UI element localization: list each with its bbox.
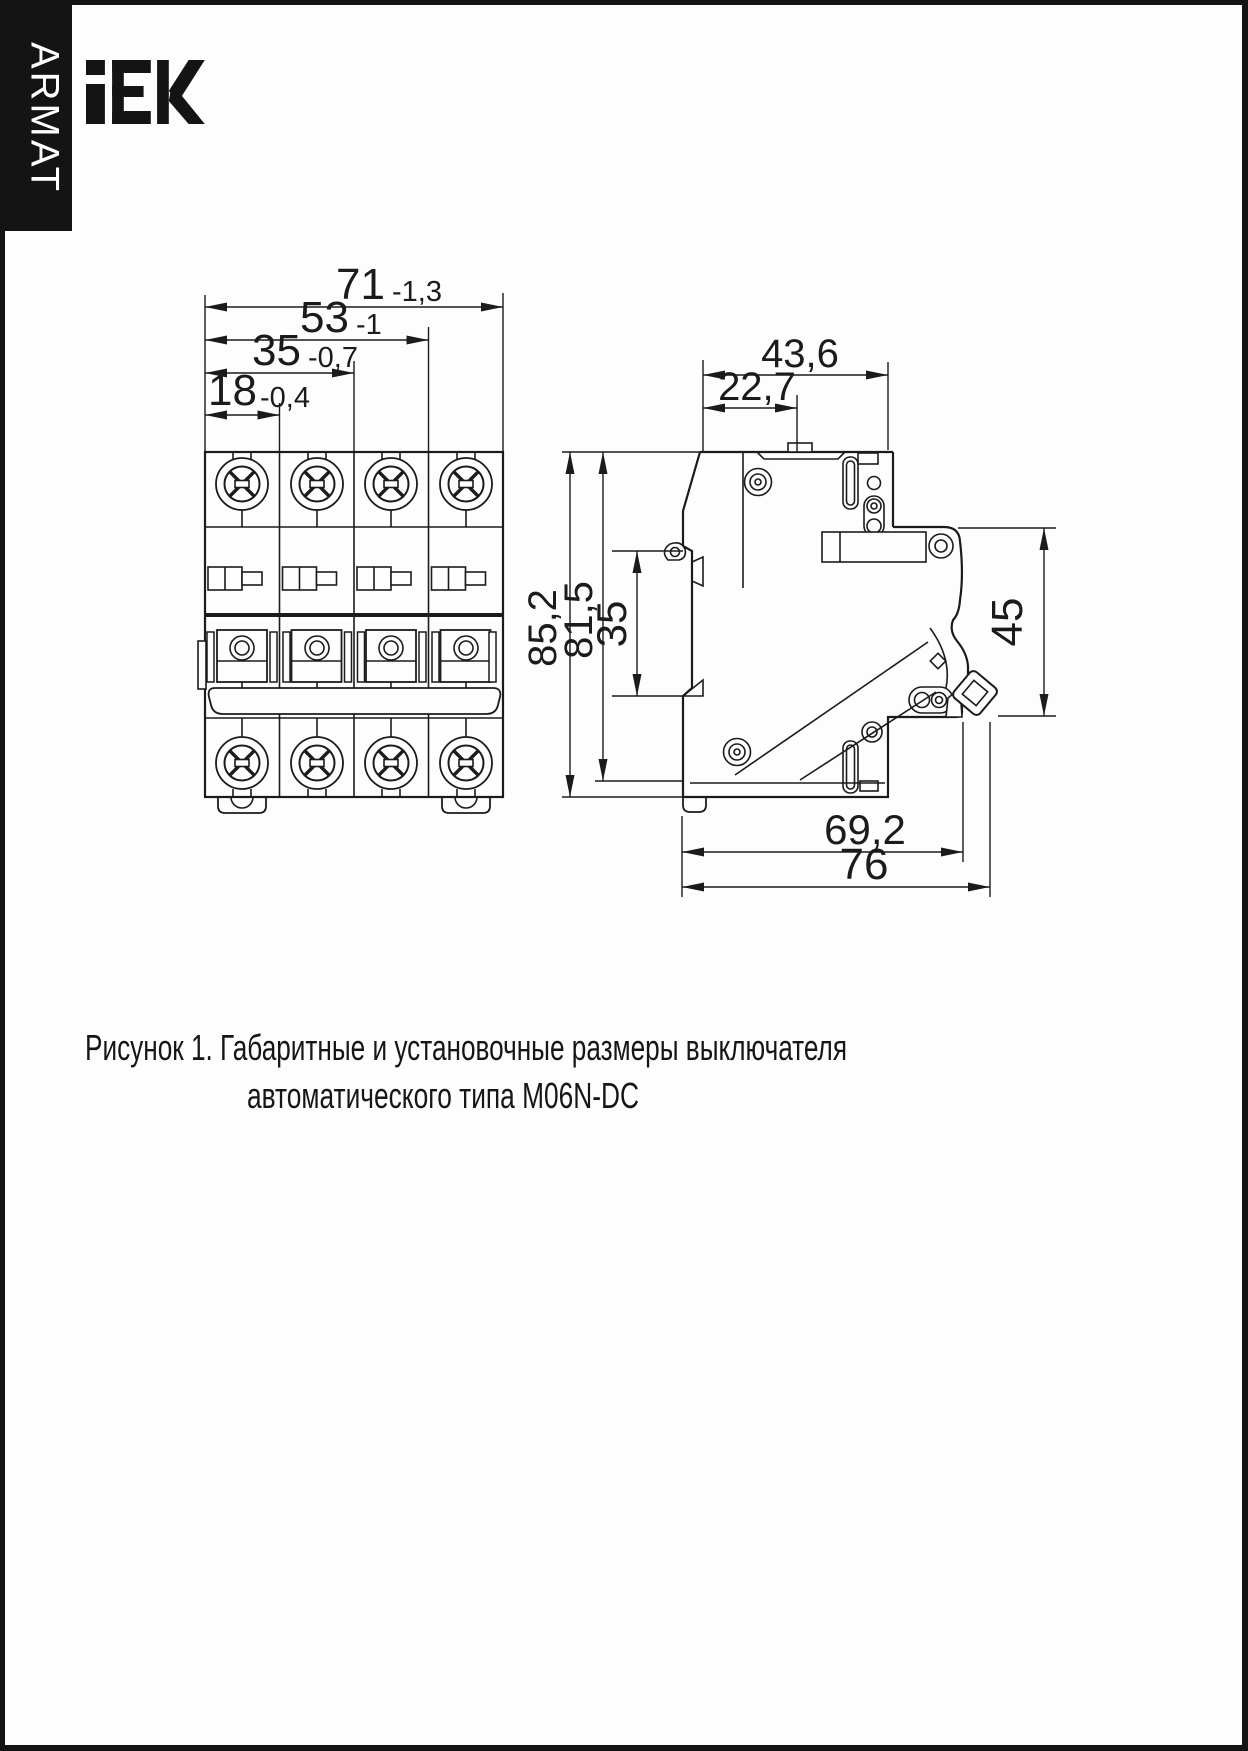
figure-caption: [85, 1027, 847, 1116]
dim-tolerance-71: -1,3: [392, 276, 442, 308]
brand-sidebar-label: ARMAT: [22, 41, 67, 195]
front-terminal-windows: [207, 630, 496, 682]
dim-label-din-35: 35: [588, 600, 635, 648]
side-clamp-screw: [946, 669, 999, 717]
dim-tolerance-53: -1: [356, 309, 382, 341]
dim-tolerance-35: -0,7: [308, 342, 358, 374]
dim-label-45: 45: [983, 597, 1032, 647]
dim-tolerance-18: -0,4: [260, 382, 310, 414]
figure-caption-line1: Рисунок 1. Габаритные и установочные размеры выключателя: [85, 1027, 847, 1068]
dim-label-35: 35: [252, 326, 301, 375]
dim-label-53: 53: [300, 293, 349, 342]
brand-sidebar: [5, 5, 72, 231]
iek-logo: [86, 60, 205, 124]
dim-label-18: 18: [208, 366, 257, 415]
dim-label-81-5: 81,5: [557, 581, 601, 659]
front-view-dimensions: [205, 260, 503, 452]
dim-label-69-2: 69,2: [824, 806, 906, 853]
dim-label-85-2: 85,2: [521, 589, 565, 667]
dim-label-76: 76: [839, 840, 889, 889]
front-mounting-tabs: [218, 797, 490, 813]
front-view-drawing: [198, 260, 503, 813]
dim-label-71: 71: [336, 260, 385, 309]
dim-label-22-7: 22,7: [718, 365, 796, 409]
front-mid-tabs: [208, 567, 486, 590]
dim-label-43-6: 43,6: [761, 332, 839, 376]
side-view-drawing: [521, 332, 1056, 897]
figure-caption-line2: автоматического типа M06N-DC: [247, 1075, 639, 1116]
side-view-dimensions: [521, 332, 1056, 897]
